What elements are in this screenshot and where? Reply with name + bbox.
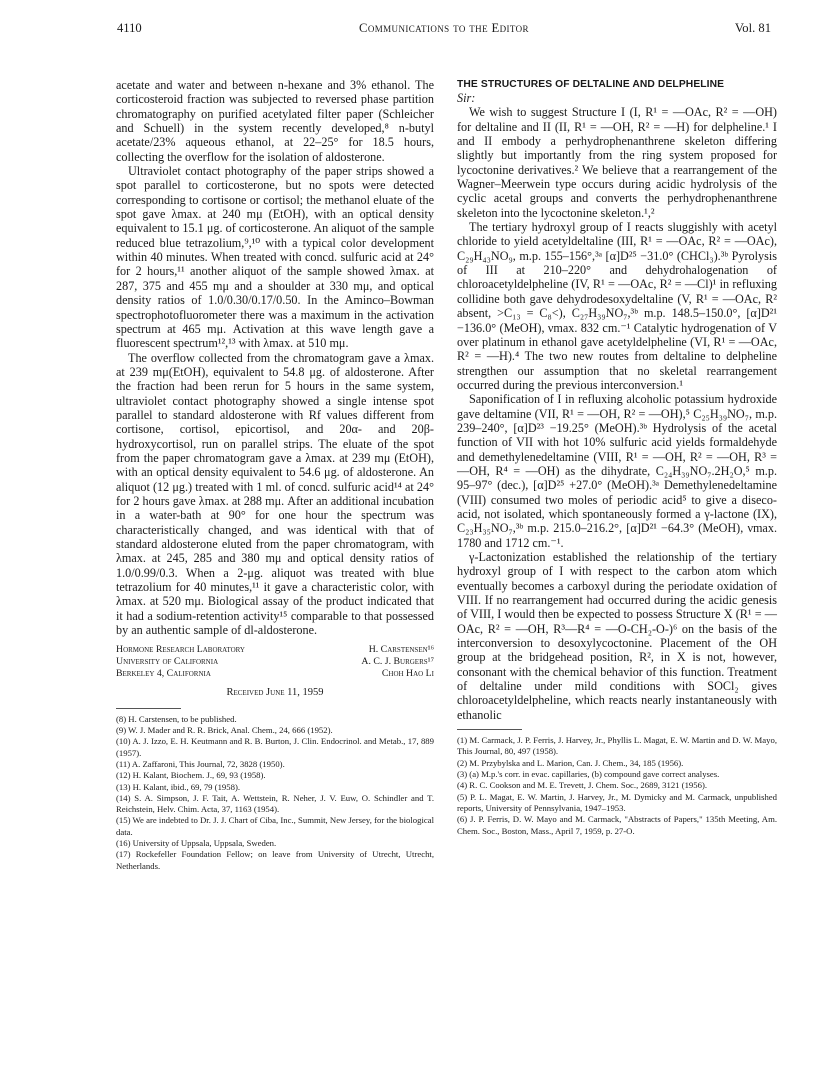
footnote-17: (17) Rockefeller Foundation Fellow; on leave from University of Utrecht, Utrecht, Netherlands. (116, 849, 434, 871)
footnote-13: (13) H. Kalant, ibid., 69, 79 (1958). (116, 781, 241, 792)
signature-block (116, 644, 434, 680)
running-title: Communications to the Editor (359, 21, 529, 35)
running-header (117, 21, 771, 41)
left-paragraph-1: acetate and water and between n-hexane and 3% ethanol. The corticosteroid fraction was subjected to reversed phase partition chromatography on purified acetylated filter paper (Schleicher and Schuell) in the system recently developed,⁸ n-butyl acetate/23% aqueous ethanol, at 22–25° for 18.5 hours, collecting the overflow for the isolation of aldosterone. (116, 78, 434, 164)
article-title: THE STRUCTURES OF DELTALINE AND DELPHELINE (457, 79, 725, 90)
author-3: Choh Hao Li (381, 668, 434, 680)
right-paragraph-1: We wish to suggest Structure I (I, R¹ = —OAc, R² = —OH) for deltaline and II (II, R¹ = —OH, R² = —H) for delpheline.¹ I and II embody a perhydrophenanthrene skeleton differing slightly but importantly from the ring system proposed for lycoctonine derivatives.² We believe that a rearrangement of the Wagner–Meerwein type occurs during acidic hydrolysis of the cyclic acetal groups and converts the perhydrophenanthrene skeleton into the lycoctonine skeleton.¹,² (457, 105, 777, 220)
footnote-8: (8) H. Carstensen, to be published. (116, 713, 237, 724)
salutation: Sir: (457, 91, 476, 105)
right-paragraph-2: The tertiary hydroxyl group of I reacts sluggishly with acetyl chloride to yield acetyldeltaline (III, R¹ = —OAc, R² = —OAc), C₂₉H₄₃NO₉, m.p. 155–156°,³ᵃ [α]D²⁵ −31.0° (CHCl₃).³ᵇ Pyrolysis of III at 210–220° and dehydrohalogenation of chloroacetyldelpheline (IV, R¹ = —OAc, R² = —Cl)¹ in refluxing collidine both gave dehydrodesoxydeltaline (V, R¹ = —OAc, R² absent, >C₁₃ = C₈<), C₂₇H₃₉NO₇,³ᵇ m.p. 148.5–150.0°, [α]D²¹ −136.0° (MeOH), νmax. 832 cm.⁻¹ Catalytic hydrogenation of V over platinum in ethanol gave acetyldelpheline (VI, R¹ = —OAc, R² = —H).⁴ The two new routes from deltaline to delpheline strengthen our assumption that no skeletal rearrangement occurred during the previous interconversion.¹ (457, 220, 777, 392)
footnote-9: (9) W. J. Mader and R. R. Brick, Anal. Chem., 24, 666 (1952). (116, 725, 333, 736)
page-number: 4110 (117, 21, 142, 35)
right-paragraph-3: Saponification of I in refluxing alcoholic potassium hydroxide gave deltamine (VII, R¹ = —OH, R² = —OH),⁵ C₂₅H₃₉NO₇, m.p. 239–240°, [α]D²³ −19.25° (MeOH).³ᵇ Hydrolysis of the acetal function of VII with hot 10% sulfuric acid yields formaldehyde and demethylenedeltamine (VIII, R¹ = —OH, R² = —OH, R³ = —OH, R⁴ = —OH) as the dihydrate, C₂₄H₃₉NO₇.2H₂O,⁵ m.p. 95–97° (dec.), [α]D²⁵ +27.0° (MeOH).³ᵃ Demethylenedeltamine (VIII) consumed two moles of periodic acid⁵ to give a diseco-acid, not isolated, which spontaneously formed a γ-lactone (IX), C₂₃H₃₅NO₇,³ᵇ m.p. 215.0–216.2°, [α]D²¹ −64.3° (MeOH), νmax. 1780 and 1712 cm.⁻¹. (457, 392, 777, 550)
left-column (116, 78, 434, 872)
received-date: Received June 11, 1959 (226, 687, 324, 699)
footnote-divider (116, 708, 181, 709)
affiliation-line-3: Berkeley 4, California (116, 668, 211, 680)
right-paragraph-4: γ-Lactonization established the relationship of the tertiary hydroxyl group of I with respect to the carbon atom which eventually becomes a carboxyl during the periodate oxidation of VIII. If no rearrangement had occurred during the acidic genesis of VIII, I would then be expected to possess Structure X (R¹ = —OAc, R² = —OH, R³—R⁴ = —O-CH₂-O-)⁶ on the basis of the interconversion to desoxylycoctonine. Placement of the OH group at the bridgehead position, R², in X is not, however, consonant with the chemical behavior of this function. Treatment of deltaline under mild conditions with SOCl₂ gives chloroacetyldelpheline, which reacts nearly instantaneously with ethanolic (457, 550, 777, 722)
footnote-10: (10) A. J. Izzo, E. H. Keutmann and R. B. Burton, J. Clin. Endocrinol. and Metab., 17, 889 (1957). (116, 736, 434, 758)
footnote-1: (1) M. Carmack, J. P. Ferris, J. Harvey, Jr., Phyllis L. Magat, E. W. Martin and D. W. Mayo, This Journal, 80, 497 (1958). (457, 735, 777, 757)
footnote-11: (11) A. Zaffaroni, This Journal, 72, 3828 (1950). (116, 758, 285, 769)
footnote-6: (6) J. P. Ferris, D. W. Mayo and M. Carmack, "Abstracts of Papers," 135th Meeting, Am. Chem. Soc., Boston, Mass., April 7, 1959, p. 27-O. (457, 814, 777, 836)
left-paragraph-2: Ultraviolet contact photography of the paper strips showed a spot parallel to corticosterone, but no spots were detected corresponding to cortisone or cortisol; the methanol eluate of the spot gave λmax. at 240 mμ (EtOH), with an optical density equivalent to 15.1 μg. of corticosterone. An aliquot of the sample reduced blue tetrazolium,⁹,¹⁰ with a typical color development within 40 minutes. When treated with concd. sulfuric acid at 24° for 2 hours,¹¹ another aliquot of the sample showed λmax. at 287, 375 and 455 mμ and a shoulder at 330 mμ, and optical density ratios of 1.0/0.30/0.17/0.50. In the Aminco–Bowman spectrophotofluorometer there was a maximum in the activation spectrum at 465 mμ. Activation at this wave length gave a fluorescent spectrum¹²,¹³ with λmax. at 510 mμ. (116, 164, 434, 351)
footnote-2: (2) M. Przybylska and L. Marion, Can. J. Chem., 34, 185 (1956). (457, 757, 684, 768)
footnote-14: (14) S. A. Simpson, J. F. Tait, A. Wettstein, R. Neher, J. V. Euw, O. Schindler and T. Reichstein, Helv. Chim. Acta, 37, 1163 (1954). (116, 792, 434, 815)
volume-label: Vol. 81 (734, 21, 771, 35)
footnote-15: (15) We are indebted to Dr. J. J. Chart of Ciba, Inc., Summit, New Jersey, for the biological data. (116, 815, 434, 837)
affiliation-line-2: University of California (116, 656, 219, 668)
right-column (457, 78, 777, 837)
affiliation-line-1: Hormone Research Laboratory (116, 644, 245, 656)
footnote-3: (3) (a) M.p.'s corr. in evac. capillaries, (b) compound gave correct analyses. (457, 769, 720, 780)
author-2: A. C. J. Burgers¹⁷ (361, 656, 434, 668)
author-1: H. Carstensen¹⁶ (368, 644, 434, 656)
left-paragraph-3: The overflow collected from the chromatogram gave a λmax. at 239 mμ(EtOH), equivalent to 54.8 μg. of aldosterone. After the fraction had been rerun for 5 hours in the same system, ultraviolet contact photography showed a single intense spot parallel to standard aldosterone with Rf values different from cortisone, cortisol, epicortisol, and 20α- and 20β-hydroxycortisol, run on parallel strips. The eluate of the spot from the paper chromatogram gave a λmax. at 239 mμ (EtOH), with an optical density equivalent to 54.6 μg. of aldosterone. An aliquot (12 μg.) treated with 1 ml. of concd. sulfuric acid¹⁴ at 24° for 2 hours gave λmax. at 288 mμ. After an additional incubation in a water-bath at 90° for one hour the spectrum was characteristically changed, and was identical with that of standard aldosterone eluted from the paper chromatogram, with λmax. at 245, 285 and 380 mμ and optical density ratios of 1.0/0.99/0.3. When a 2-μg. aliquot was treated with blue tetrazolium for 40 minutes,¹¹ it gave a characteristic color, with λmax. at 520 mμ. Biological assay of the product indicated that it had a sodium-retention activity¹⁵ comparable to that possessed by an authentic sample of dl-aldosterone. (116, 350, 434, 638)
footnote-divider (457, 729, 522, 730)
footnote-5: (5) P. L. Magat, E. W. Martin, J. Harvey, Jr., M. Dymicky and M. Carmack, unpublished reports, University of Pennsylvania, 1947–1953. (457, 791, 777, 813)
footnote-16: (16) University of Uppsala, Uppsala, Sweden. (116, 838, 277, 849)
footnote-12: (12) H. Kalant, Biochem. J., 69, 93 (1958). (116, 770, 266, 781)
footnote-4: (4) R. C. Cookson and M. E. Trevett, J. Chem. Soc., 2689, 3121 (1956). (457, 780, 708, 791)
